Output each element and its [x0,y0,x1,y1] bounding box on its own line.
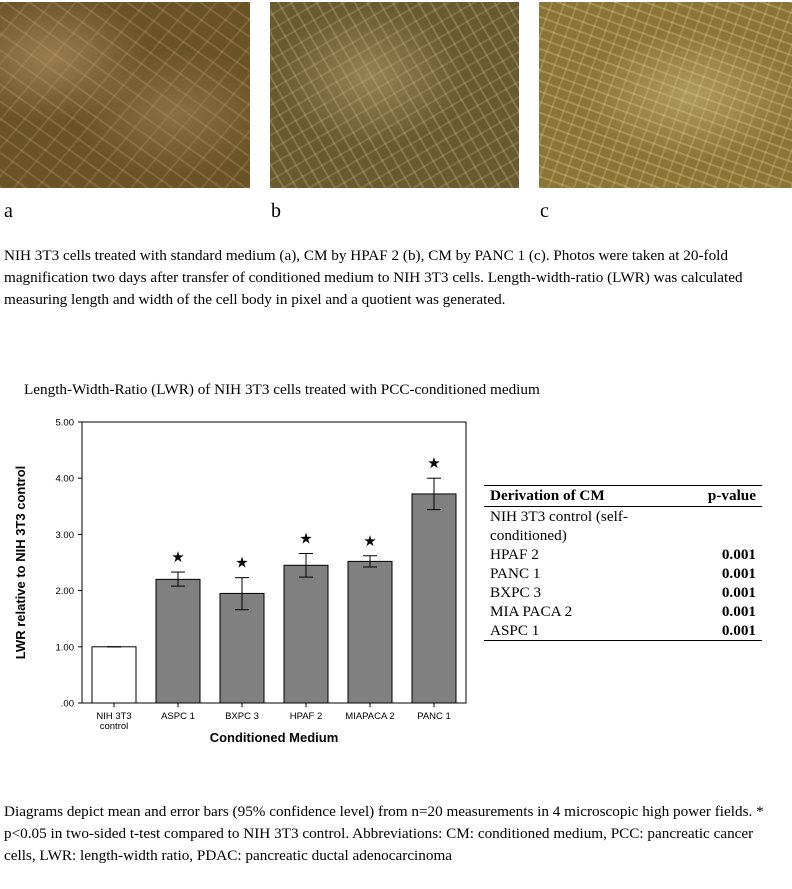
y-tick-label: .00 [60,698,74,710]
table-cell-p-value: 0.001 [721,584,756,601]
micrograph-a [0,2,250,188]
table-row [484,507,762,546]
x-axis-label: Conditioned Medium [209,730,339,745]
x-tick-label: NIH 3T3 [96,711,132,722]
p-value-table [484,485,762,641]
micrograph-c [539,2,792,188]
table-row [484,621,762,641]
table-cell-derivation: ASPC 1 [484,621,680,641]
table-row [484,583,762,602]
x-tick-label: control [99,721,129,732]
table-header-derivation: Derivation of CM [484,486,680,507]
table-cell-p-value: 0.001 [680,621,762,641]
caption-bottom: Diagrams depict mean and error bars (95% confidence level) from n=20 measurements in 4 microscopic high power fields. * p<0.05 in two-sided t-test compared to NIH 3T3 control. Abbreviations: CM: conditioned medium, PCC: pancreatic cancer cells, LWR: length-width ratio, PDAC: pancreatic ductal adenocarcinoma [4,803,764,864]
panel-label-c: c [540,200,549,222]
significance-star: ★ [235,553,249,572]
table-cell-derivation: MIA PACA 2 [490,603,573,620]
table-cell-p-value: 0.001 [721,603,756,620]
table-header-p-value: p-value [680,486,762,507]
bar [412,494,456,703]
x-tick-label: BXPC 3 [225,711,259,722]
panel-label-a: a [4,200,13,222]
bar [284,565,328,703]
significance-star: ★ [299,529,313,548]
caption-top: NIH 3T3 cells treated with standard medium (a), CM by HPAF 2 (b), CM by PANC 1 (c). Photos were taken at 20-fold magnification two days after transfer of conditioned medium to NIH 3T3 cells. Length-width-ratio (LWR) was calculated measuring length and width of the cell body in pixel and a quotient was generated. [4,247,743,308]
y-tick-label: 1.00 [55,642,74,654]
y-tick-label: 5.00 [55,417,74,429]
significance-star: ★ [171,548,185,567]
table-cell-derivation: PANC 1 [490,565,541,582]
table-header-row [484,486,762,507]
y-axis-label: LWR relative to NIH 3T3 control [13,465,28,660]
significance-star: ★ [427,454,441,473]
plot-frame [82,422,466,703]
bar-chart [0,405,475,750]
table-row [484,564,762,583]
x-tick-label: HPAF 2 [289,711,323,722]
table-cell-p-value [680,507,762,546]
significance-star: ★ [363,531,377,550]
y-tick-label: 3.00 [55,529,74,541]
chart-title: Length-Width-Ratio (LWR) of NIH 3T3 cells treated with PCC-conditioned medium [24,381,540,398]
table-cell-derivation: HPAF 2 [490,546,539,563]
x-tick-label: ASPC 1 [161,711,195,722]
bar [156,579,200,703]
bar [348,561,392,703]
table-cell-p-value: 0.001 [721,546,756,563]
table-cell-derivation: BXPC 3 [490,584,542,601]
table-cell-p-value: 0.001 [721,565,756,582]
table-row [484,602,762,621]
panel-label-b: b [271,200,281,222]
x-tick-label: MIAPACA 2 [345,711,395,722]
table-row [484,545,762,564]
bar [92,647,136,703]
y-tick-label: 4.00 [55,473,74,485]
micrograph-b [270,2,519,188]
x-tick-label: PANC 1 [417,711,451,722]
y-tick-label: 2.00 [55,586,74,598]
table-cell-derivation: NIH 3T3 control (self-conditioned) [490,508,628,544]
